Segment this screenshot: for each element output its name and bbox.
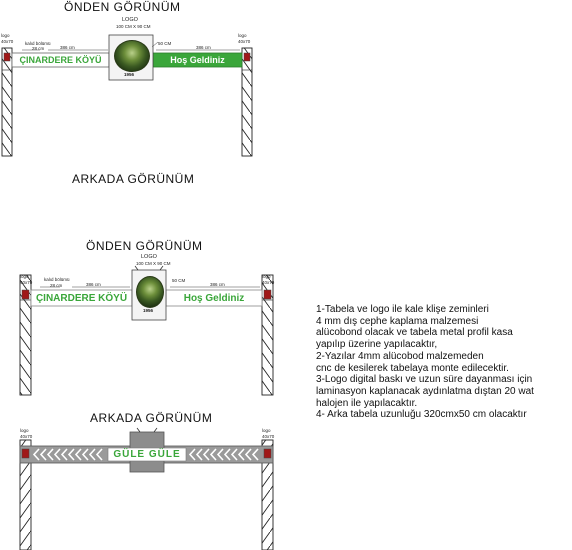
- bottom-dim-right: 386 cm: [210, 282, 225, 287]
- top-right-mini-logo: [244, 53, 250, 61]
- note-line: 1-Tabela ve logo ile kale klişe zeminleri: [316, 304, 489, 315]
- top-back-title: ARKADA GÖRÜNÜM: [72, 172, 195, 186]
- top-left-mini-logo: [4, 53, 10, 61]
- bottom-front-title: ÖNDEN GÖRÜNÜM: [86, 239, 203, 253]
- bottom-banner-left-text: ÇINARDERE KÖYÜ: [35, 292, 128, 304]
- top-banner-left-text: ÇINARDERE KÖYÜ: [19, 55, 102, 65]
- bottom-left-logo-label: logo: [20, 274, 29, 279]
- note-line: halojen ile yapılacaktır.: [316, 397, 418, 409]
- bottom-back-left-mini-logo: [22, 449, 29, 458]
- bottom-dim-left: 386 cm: [86, 282, 101, 287]
- bottom-front-left-mini-logo: [22, 290, 29, 299]
- bottom-front-logo-photo: [136, 276, 164, 308]
- top-dim-small: 28 cm: [32, 46, 45, 51]
- bottom-back-left-logo-size: 40x70: [20, 434, 33, 439]
- bottom-back-left-logo-label: logo: [20, 428, 29, 433]
- note-line: alücobond olacak ve tabela metal profil kasa: [316, 327, 513, 339]
- top-dim-height: 50 CM: [158, 41, 172, 46]
- bottom-back-right-logo-size: 40x70: [262, 434, 275, 439]
- bottom-left-logo-size: 40x70: [20, 280, 33, 285]
- bottom-dim-height: 50 CM: [172, 278, 186, 283]
- note-line: cnc de kesilerek tabelaya monte edilecektir.: [316, 362, 509, 374]
- top-tiny-note: kalıd bölümü: [25, 41, 51, 46]
- top-left-logo-size: 40x70: [1, 39, 14, 44]
- bottom-banner-right-text: Hoş Geldiniz: [183, 292, 245, 304]
- bottom-back-banner-text: GÜLE GÜLE: [113, 449, 181, 460]
- top-left-logo-label: logo: [1, 33, 10, 38]
- bottom-front-logo-label: LOGO: [141, 254, 157, 260]
- bottom-back-right-mini-logo: [264, 449, 271, 458]
- bottom-back-title: ARKADA GÖRÜNÜM: [90, 411, 213, 425]
- top-right-logo-label: logo: [238, 33, 247, 38]
- bottom-dim-small: 28 cm: [50, 283, 63, 288]
- top-front-logo-dims: 100 CM X 90 CM: [116, 24, 151, 29]
- top-front-title: ÖNDEN GÖRÜNÜM: [64, 0, 181, 14]
- bottom-right-logo-size: 40x70: [262, 280, 275, 285]
- note-line: 4 mm dış cephe kaplama malzemesi: [316, 315, 479, 327]
- note-line: 2-Yazılar 4mm alücobod malzemeden: [316, 350, 484, 362]
- bottom-photo-caption: 1956: [143, 308, 154, 313]
- top-banner-right-text: Hoş Geldiniz: [170, 55, 225, 65]
- top-front-logo-photo: [114, 40, 150, 72]
- bottom-back-right-logo-label: logo: [262, 428, 271, 433]
- top-right-logo-size: 40x70: [238, 39, 251, 44]
- bottom-front-right-mini-logo: [264, 290, 271, 299]
- spec-notes: [316, 304, 572, 421]
- note-line: 3-Logo digital baskı ve uzun süre dayanması için: [316, 374, 533, 386]
- note-line: laminasyon kaplanacak aydınlatma dıştan 20 wat: [316, 385, 534, 397]
- top-right-tower: [242, 48, 252, 156]
- bottom-tiny-note: kalıd bölümü: [44, 277, 70, 282]
- bottom-right-logo-label: logo: [262, 274, 271, 279]
- top-dim-left: 386 cm: [60, 45, 75, 50]
- top-front-logo-label: LOGO: [122, 17, 138, 23]
- top-photo-caption: 1956: [124, 72, 135, 77]
- top-dim-right: 386 cm: [196, 45, 211, 50]
- bottom-front-logo-dims: 100 CM X 90 CM: [136, 261, 171, 266]
- note-line: yapılıp üzerine yapılacaktır,: [316, 339, 438, 351]
- note-line: 4- Arka tabela uzunluğu 320cmx50 cm olacaktır: [316, 409, 527, 421]
- top-left-tower: [2, 48, 12, 156]
